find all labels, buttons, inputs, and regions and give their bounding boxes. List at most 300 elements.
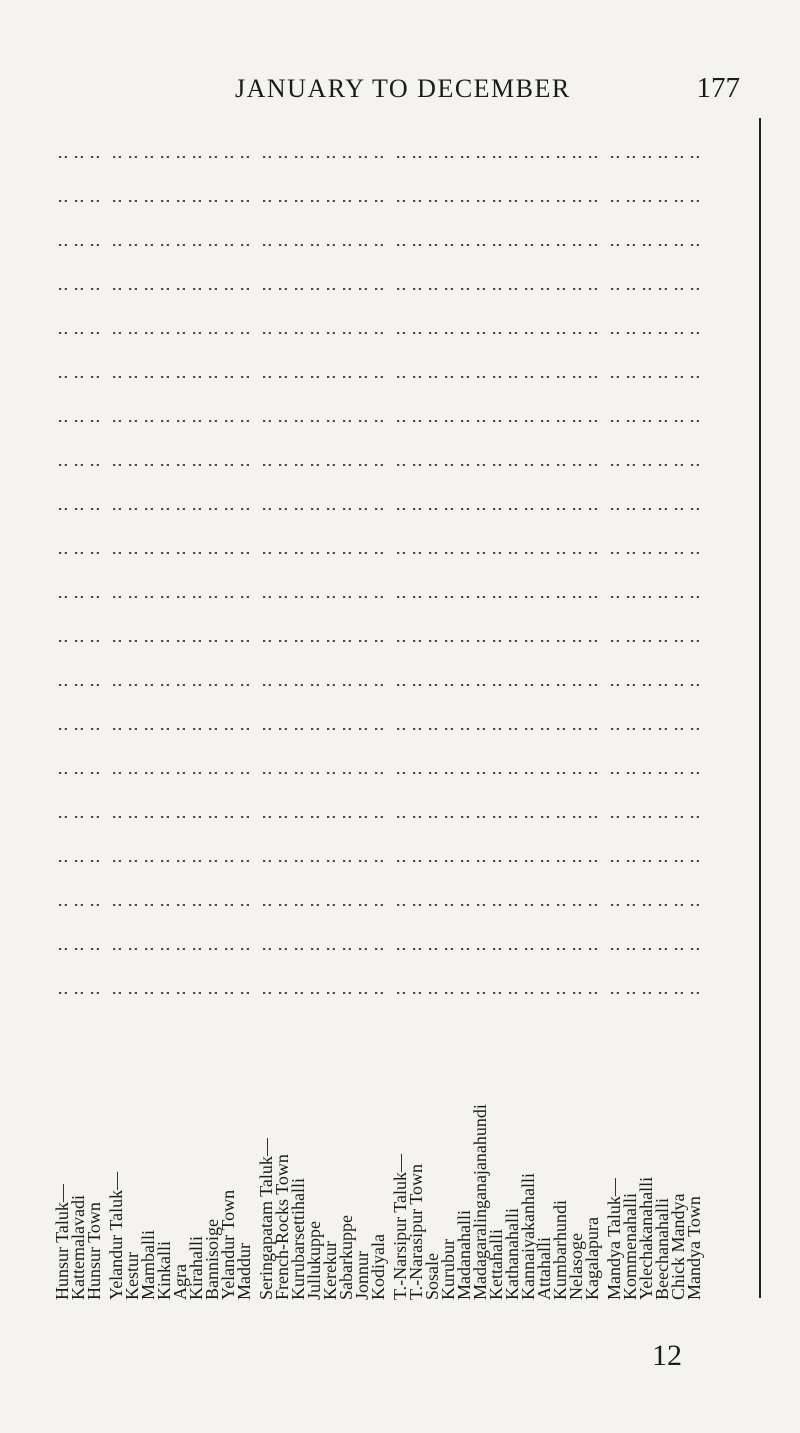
leader-dot: :: [669, 724, 687, 734]
leader-dot: :: [69, 152, 87, 162]
leader-dot: :: [669, 768, 687, 778]
leader-dot: :: [257, 196, 275, 206]
leader-dot: :: [187, 284, 205, 294]
leader-dot: :: [203, 988, 221, 998]
leader-dot: :: [155, 592, 173, 602]
leader-dot: :: [487, 856, 505, 866]
leader-dot: :: [235, 328, 253, 338]
leader-dot: :: [605, 856, 623, 866]
leader-dot: :: [155, 944, 173, 954]
row-label: Mandya Town: [684, 1196, 704, 1300]
leader-dot: :: [637, 812, 655, 822]
leader-dot: :: [391, 856, 409, 866]
table-row: [406, 120, 426, 1300]
leader-dot: :: [337, 460, 355, 470]
leader-dot: :: [219, 856, 237, 866]
leader-dot: :: [407, 548, 425, 558]
leader-dot: :: [567, 988, 585, 998]
table-row: [502, 120, 522, 1300]
leader-dot: :: [337, 768, 355, 778]
leader-dot: :: [155, 240, 173, 250]
leader-dot: :: [583, 460, 601, 470]
leader-dot: :: [455, 460, 473, 470]
leader-dot: :: [235, 504, 253, 514]
row-label: Jonnur: [352, 1251, 372, 1300]
leader-dot: :: [503, 548, 521, 558]
leader-dot: :: [535, 900, 553, 910]
leader-dot: :: [391, 548, 409, 558]
leader-dot: :: [123, 592, 141, 602]
leader-dot: :: [171, 152, 189, 162]
leader-dot: :: [487, 812, 505, 822]
leader-dot: :: [583, 856, 601, 866]
leader-dot: :: [273, 196, 291, 206]
leader-dot: :: [391, 724, 409, 734]
leader-dot: :: [257, 680, 275, 690]
leader-dot: :: [551, 504, 569, 514]
leader-dot: :: [369, 680, 387, 690]
leader-dot: :: [257, 592, 275, 602]
leader-dot: :: [535, 328, 553, 338]
leader-dot: :: [503, 504, 521, 514]
leader-dot: :: [605, 592, 623, 602]
leader-dot: :: [337, 724, 355, 734]
leader-dot: :: [519, 724, 537, 734]
leader-dot: :: [305, 548, 323, 558]
leader-dot: :: [685, 152, 703, 162]
leader-dot: :: [85, 768, 103, 778]
leader-dot: :: [85, 284, 103, 294]
leader-dot: :: [289, 240, 307, 250]
leader-dot: :: [439, 152, 457, 162]
leader-dot: :: [219, 548, 237, 558]
leader-dot: :: [669, 416, 687, 426]
leader-dot: :: [155, 812, 173, 822]
leader-dot: :: [53, 196, 71, 206]
leader-dot: :: [369, 944, 387, 954]
row-label: Mamballi: [138, 1230, 158, 1300]
leader-dot: :: [503, 416, 521, 426]
leader-dot: :: [423, 328, 441, 338]
page-header: [0, 72, 800, 112]
leader-dot: :: [353, 548, 371, 558]
leader-dot: :: [669, 680, 687, 690]
leader-dot: :: [107, 856, 125, 866]
row-label: Madanahalli: [454, 1210, 474, 1300]
leader-dot: :: [53, 768, 71, 778]
leader-dot: :: [187, 196, 205, 206]
leader-dot: :: [139, 900, 157, 910]
leader-dot: :: [187, 592, 205, 602]
leader-dot: :: [369, 328, 387, 338]
leader-dot: :: [407, 680, 425, 690]
leader-dot: :: [69, 328, 87, 338]
leader-dot: :: [471, 196, 489, 206]
leader-dot: :: [171, 548, 189, 558]
leader-dot: :: [455, 636, 473, 646]
leader-dot: :: [621, 504, 639, 514]
leader-dot: :: [257, 152, 275, 162]
leader-dot: :: [257, 240, 275, 250]
leader-dot: :: [85, 592, 103, 602]
leader-dot: :: [369, 196, 387, 206]
leader-dot: :: [637, 548, 655, 558]
leader-dot: :: [219, 416, 237, 426]
leader-dot: :: [219, 900, 237, 910]
leader-dot: :: [391, 328, 409, 338]
leader-dot: :: [535, 416, 553, 426]
leader-dot: :: [369, 856, 387, 866]
leader-dot: :: [685, 944, 703, 954]
leader-dot: :: [203, 240, 221, 250]
leader-dot: :: [503, 944, 521, 954]
leader-dot: :: [321, 724, 339, 734]
leader-dot: :: [305, 240, 323, 250]
leader-dot: :: [471, 460, 489, 470]
leader-dot: :: [455, 548, 473, 558]
leader-dot: :: [257, 812, 275, 822]
leader-dot: :: [605, 240, 623, 250]
leader-dot: :: [187, 328, 205, 338]
leader-dot: :: [605, 460, 623, 470]
leader-dot: :: [567, 812, 585, 822]
leader-dot: :: [235, 196, 253, 206]
leader-dot: :: [423, 372, 441, 382]
leader-dot: :: [171, 636, 189, 646]
leader-dot: :: [423, 504, 441, 514]
leader-dot: :: [423, 284, 441, 294]
leader-dot: :: [455, 680, 473, 690]
leader-dot: :: [123, 240, 141, 250]
leader-dot: :: [53, 636, 71, 646]
row-label: Yelechakanahalli: [636, 1176, 656, 1300]
leader-dot: :: [139, 724, 157, 734]
row-label: Kommenahalli: [620, 1193, 640, 1300]
table-row: [668, 120, 688, 1300]
leader-dot: :: [653, 460, 671, 470]
leader-dot: :: [423, 152, 441, 162]
leader-dot: :: [407, 812, 425, 822]
leader-dot: :: [85, 196, 103, 206]
leader-dot: :: [535, 680, 553, 690]
leader-dot: :: [455, 196, 473, 206]
leader-dot: :: [289, 812, 307, 822]
leader-dot: :: [337, 900, 355, 910]
leader-dot: :: [353, 372, 371, 382]
leader-dot: :: [53, 416, 71, 426]
leader-dot: :: [423, 548, 441, 558]
leader-dot: :: [519, 460, 537, 470]
leader-dot: :: [605, 900, 623, 910]
row-label: Bannisoige: [202, 1219, 222, 1300]
leader-dot: :: [439, 988, 457, 998]
table-row: [154, 120, 174, 1300]
leader-dot: :: [455, 592, 473, 602]
leader-dot: :: [567, 328, 585, 338]
leader-dot: :: [235, 284, 253, 294]
leader-dot: :: [337, 416, 355, 426]
leader-dot: :: [391, 152, 409, 162]
leader-dot: :: [203, 724, 221, 734]
table-row: [68, 120, 88, 1300]
leader-dot: :: [455, 328, 473, 338]
row-label: Attahalli: [534, 1237, 554, 1300]
leader-dot: :: [289, 284, 307, 294]
leader-dot: :: [155, 636, 173, 646]
leader-dot: :: [583, 900, 601, 910]
leader-dot: :: [455, 416, 473, 426]
leader-dot: :: [203, 372, 221, 382]
leader-dot: :: [107, 152, 125, 162]
leader-dot: :: [567, 768, 585, 778]
leader-dot: :: [423, 196, 441, 206]
leader-dot: :: [369, 592, 387, 602]
leader-dot: :: [69, 900, 87, 910]
leader-dot: :: [155, 152, 173, 162]
leader-dot: :: [605, 636, 623, 646]
leader-dot: :: [551, 724, 569, 734]
leader-dot: :: [439, 768, 457, 778]
leader-dot: :: [519, 592, 537, 602]
leader-dot: :: [139, 196, 157, 206]
leader-dot: :: [171, 328, 189, 338]
leader-dot: :: [155, 504, 173, 514]
leader-dot: :: [85, 372, 103, 382]
leader-dot: :: [353, 152, 371, 162]
leader-dot: :: [407, 416, 425, 426]
leader-dot: :: [605, 372, 623, 382]
leader-dot: :: [273, 592, 291, 602]
leader-dot: :: [123, 856, 141, 866]
leader-dot: :: [139, 460, 157, 470]
leader-dot: :: [439, 724, 457, 734]
leader-dot: :: [321, 372, 339, 382]
leader-dot: :: [391, 416, 409, 426]
leader-dot: :: [369, 768, 387, 778]
leader-dot: :: [235, 856, 253, 866]
leader-dot: :: [369, 240, 387, 250]
leader-dot: :: [519, 768, 537, 778]
leader-dot: :: [203, 460, 221, 470]
leader-dot: :: [391, 812, 409, 822]
leader-dot: :: [123, 460, 141, 470]
leader-dot: :: [305, 856, 323, 866]
leader-dot: :: [139, 548, 157, 558]
leader-dot: :: [519, 988, 537, 998]
leader-dot: :: [353, 680, 371, 690]
leader-dot: :: [423, 416, 441, 426]
leader-dot: :: [503, 328, 521, 338]
row-label: Kattemalavadi: [68, 1195, 88, 1300]
leader-dot: :: [487, 724, 505, 734]
leader-dot: :: [669, 548, 687, 558]
leader-dot: :: [235, 680, 253, 690]
leader-dot: :: [289, 460, 307, 470]
leader-dot: :: [139, 944, 157, 954]
leader-dot: :: [273, 548, 291, 558]
row-label: Kettahalli: [486, 1229, 506, 1300]
leader-dot: :: [219, 768, 237, 778]
leader-dot: :: [551, 328, 569, 338]
leader-dot: :: [321, 900, 339, 910]
leader-dot: :: [85, 548, 103, 558]
leader-dot: :: [423, 944, 441, 954]
leader-dot: :: [455, 944, 473, 954]
leader-dot: :: [155, 372, 173, 382]
leader-dot: :: [123, 328, 141, 338]
leader-dot: :: [139, 636, 157, 646]
leader-dot: :: [503, 856, 521, 866]
leader-dot: :: [621, 636, 639, 646]
leader-dot: :: [69, 636, 87, 646]
row-label: Mandya Taluk—: [604, 1178, 624, 1300]
leader-dot: :: [551, 988, 569, 998]
leader-dot: :: [69, 416, 87, 426]
leader-dot: :: [369, 504, 387, 514]
leader-dot: :: [423, 988, 441, 998]
leader-dot: :: [685, 372, 703, 382]
leader-dot: :: [305, 988, 323, 998]
leader-dot: :: [155, 768, 173, 778]
leader-dot: :: [235, 724, 253, 734]
leader-dot: :: [139, 416, 157, 426]
table-row: [106, 120, 126, 1300]
leader-dot: :: [637, 592, 655, 602]
leader-dot: :: [305, 944, 323, 954]
leader-dot: :: [53, 724, 71, 734]
leader-dot: :: [439, 460, 457, 470]
leader-dot: :: [187, 856, 205, 866]
leader-dot: :: [407, 592, 425, 602]
leader-dot: :: [155, 460, 173, 470]
leader-dot: :: [369, 284, 387, 294]
leader-dot: :: [257, 416, 275, 426]
leader-dot: :: [605, 284, 623, 294]
row-label: Kumbarhundi: [550, 1200, 570, 1300]
leader-dot: :: [107, 460, 125, 470]
leader-dot: :: [107, 768, 125, 778]
leader-dot: :: [621, 372, 639, 382]
leader-dot: :: [289, 988, 307, 998]
leader-dot: :: [305, 504, 323, 514]
leader-dot: :: [535, 856, 553, 866]
leader-dot: :: [535, 548, 553, 558]
leader-dot: :: [203, 416, 221, 426]
row-label: Yelandur Taluk—: [106, 1171, 126, 1300]
leader-dot: :: [487, 328, 505, 338]
leader-dot: :: [407, 372, 425, 382]
leader-dot: :: [567, 636, 585, 646]
leader-dot: :: [53, 900, 71, 910]
leader-dot: :: [471, 680, 489, 690]
leader-dot: :: [369, 460, 387, 470]
leader-dot: :: [551, 152, 569, 162]
leader-dot: :: [305, 196, 323, 206]
leader-dot: :: [605, 196, 623, 206]
leader-dot: :: [289, 724, 307, 734]
leader-dot: :: [535, 284, 553, 294]
row-label: Sosale: [422, 1253, 442, 1300]
leader-dot: :: [257, 856, 275, 866]
leader-dot: :: [519, 636, 537, 646]
leader-dot: :: [567, 724, 585, 734]
leader-dot: :: [407, 240, 425, 250]
leader-dot: :: [321, 768, 339, 778]
row-label: Hunsur Town: [84, 1202, 104, 1300]
leader-dot: :: [337, 284, 355, 294]
leader-dot: :: [289, 856, 307, 866]
leader-dot: :: [471, 284, 489, 294]
leader-dot: :: [637, 900, 655, 910]
leader-dot: :: [139, 592, 157, 602]
leader-dot: :: [583, 416, 601, 426]
leader-dot: :: [219, 372, 237, 382]
row-label: Kathanahalli: [502, 1208, 522, 1300]
leader-dot: :: [123, 680, 141, 690]
leader-dot: :: [685, 724, 703, 734]
leader-dot: :: [685, 988, 703, 998]
leader-dot: :: [187, 680, 205, 690]
leader-dot: :: [369, 152, 387, 162]
leader-dot: :: [107, 372, 125, 382]
leader-dot: :: [487, 944, 505, 954]
leader-dot: :: [653, 812, 671, 822]
leader-dot: :: [187, 152, 205, 162]
leader-dot: :: [235, 900, 253, 910]
leader-dot: :: [669, 592, 687, 602]
row-label: Kestur: [122, 1252, 142, 1300]
leader-dot: :: [123, 636, 141, 646]
leader-dot: :: [273, 988, 291, 998]
leader-dot: :: [487, 680, 505, 690]
row-label: French-Rocks Town: [272, 1154, 292, 1300]
leader-dot: :: [471, 416, 489, 426]
leader-dot: :: [155, 328, 173, 338]
leader-dot: :: [391, 680, 409, 690]
leader-dot: :: [605, 328, 623, 338]
leader-dot: :: [369, 636, 387, 646]
leader-dot: :: [471, 724, 489, 734]
leader-dot: :: [219, 724, 237, 734]
leader-dot: :: [305, 416, 323, 426]
leader-dot: :: [423, 856, 441, 866]
table-row: [518, 120, 538, 1300]
leader-dot: :: [273, 284, 291, 294]
leader-dot: :: [669, 504, 687, 514]
leader-dot: :: [219, 592, 237, 602]
leader-dot: :: [471, 592, 489, 602]
leader-dot: :: [423, 460, 441, 470]
leader-dot: :: [85, 460, 103, 470]
leader-dot: :: [669, 856, 687, 866]
leader-dot: :: [685, 328, 703, 338]
leader-dot: :: [289, 328, 307, 338]
leader-dot: :: [219, 504, 237, 514]
leader-dot: :: [107, 328, 125, 338]
leader-dot: :: [235, 812, 253, 822]
leader-dot: :: [487, 504, 505, 514]
leader-dot: :: [171, 504, 189, 514]
leader-dot: :: [535, 240, 553, 250]
leader-dot: :: [423, 680, 441, 690]
leader-dot: :: [187, 944, 205, 954]
leader-dot: :: [69, 724, 87, 734]
leader-dot: :: [503, 636, 521, 646]
leader-dot: :: [471, 328, 489, 338]
leader-dot: :: [353, 900, 371, 910]
leader-dot: :: [653, 372, 671, 382]
leader-dot: :: [621, 812, 639, 822]
